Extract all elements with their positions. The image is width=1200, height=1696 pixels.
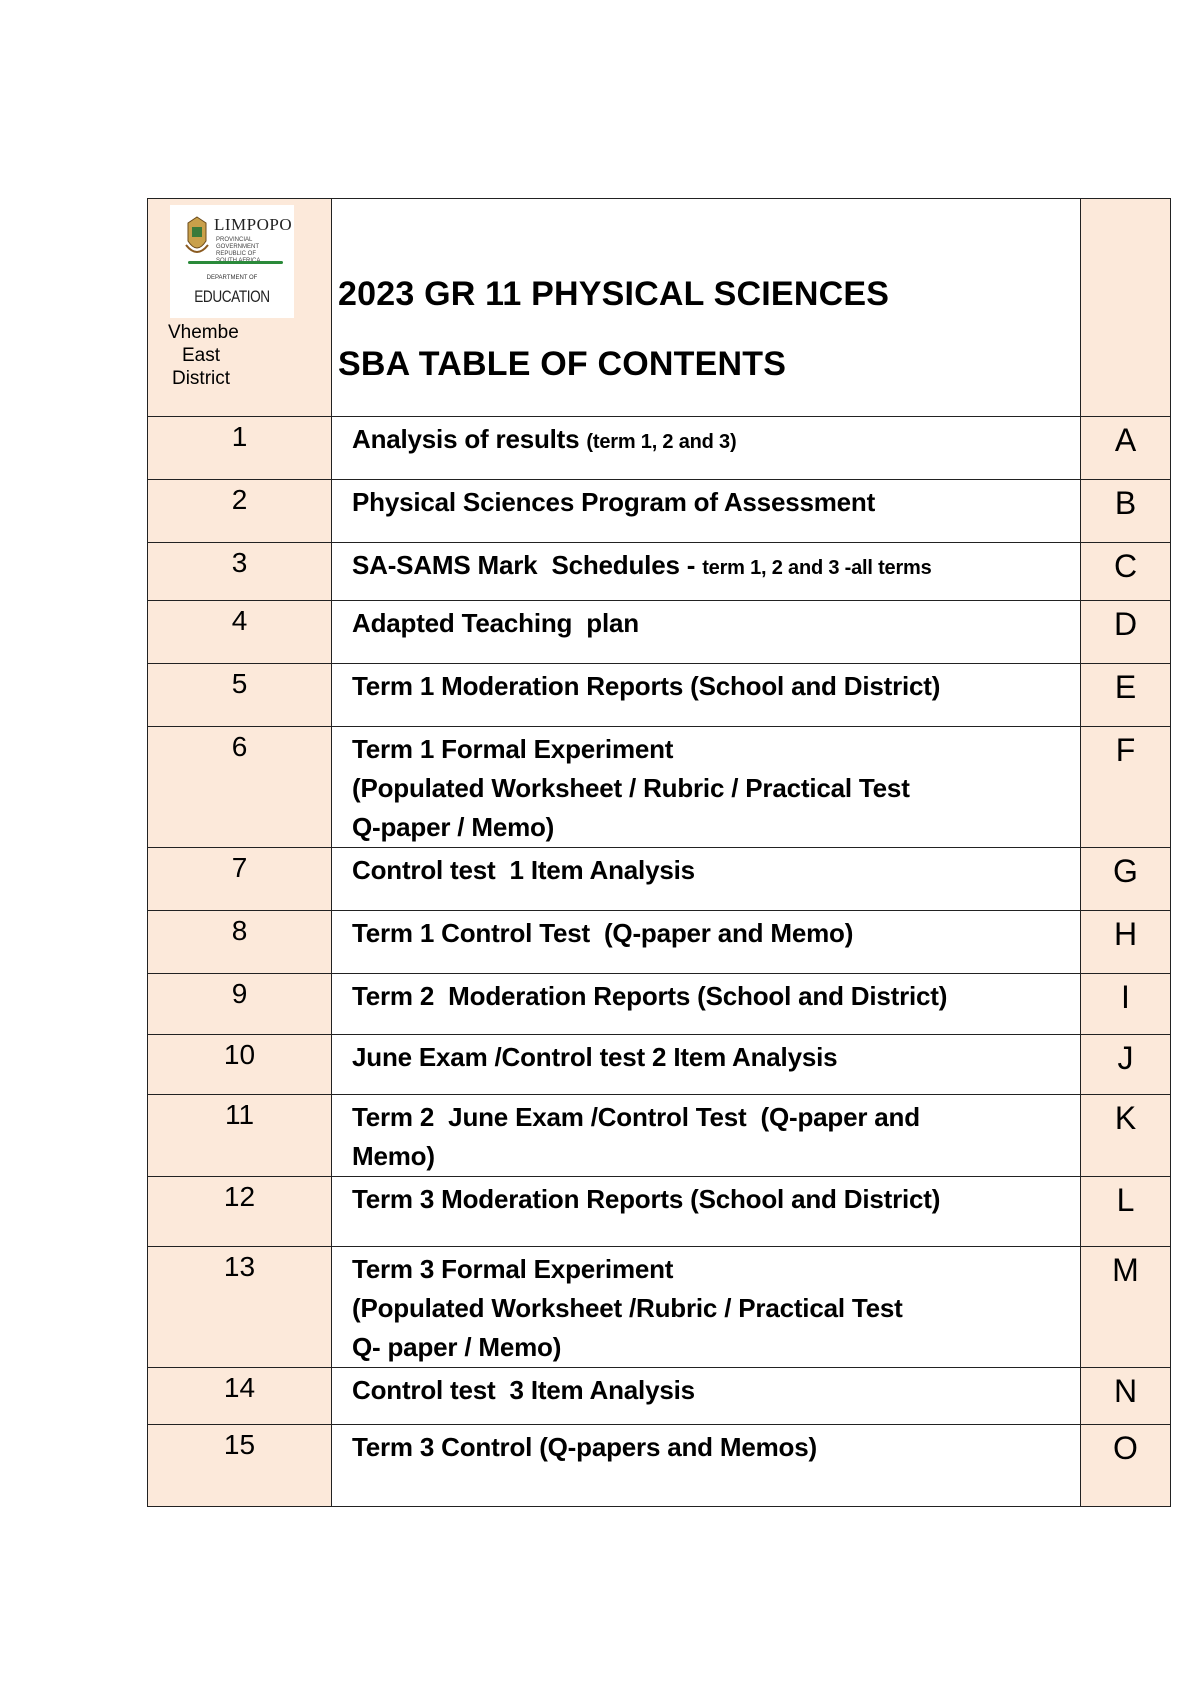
item-description: [332, 1035, 1081, 1095]
section-letter: A: [1081, 417, 1171, 480]
logo-subtitle: PROVINCIAL GOVERNMENT REPUBLIC OF: [216, 237, 259, 257]
toc-row: [148, 911, 1171, 974]
logo-name: LIMPOPO: [214, 215, 293, 234]
header-row: [148, 199, 1171, 417]
district-line: District: [171, 368, 231, 389]
item-number: 12: [148, 1177, 332, 1247]
description-line: [352, 1328, 1072, 1367]
description-line: [352, 1098, 1072, 1137]
description-line: [352, 420, 1072, 462]
section-letter: C: [1081, 543, 1171, 601]
item-description: [332, 417, 1081, 480]
description-line: [352, 851, 1072, 890]
description-text: Term 3 Formal Experiment: [352, 1254, 674, 1284]
item-description: [332, 911, 1081, 974]
item-number: 7: [148, 848, 332, 911]
description-text: Term 1 Control Test (Q-paper and Memo): [352, 918, 854, 948]
item-description: [332, 1368, 1081, 1425]
description-text: Term 2 June Exam /Control Test (Q-paper and: [352, 1102, 920, 1132]
section-letter: E: [1081, 664, 1171, 727]
section-letter: B: [1081, 480, 1171, 543]
toc-row: [148, 601, 1171, 664]
item-number: 8: [148, 911, 332, 974]
section-letter: O: [1081, 1425, 1171, 1507]
item-description: [332, 1095, 1081, 1177]
title-line: SBA TABLE OF CONTENTS: [338, 345, 787, 383]
section-letter: N: [1081, 1368, 1171, 1425]
description-line: [352, 769, 1072, 808]
toc-row: [148, 1425, 1171, 1507]
description-text: Analysis of results: [352, 424, 587, 454]
item-number: 3: [148, 543, 332, 601]
description-text: SA-SAMS Mark Schedules -: [352, 550, 703, 580]
description-line: [352, 1289, 1072, 1328]
description-line: [352, 1250, 1072, 1289]
item-description: [332, 1177, 1081, 1247]
coat-of-arms-icon: [184, 215, 210, 259]
header-letter-cell: [1081, 199, 1171, 417]
item-description: [332, 974, 1081, 1035]
toc-row: [148, 1035, 1171, 1095]
item-number: 1: [148, 417, 332, 480]
description-text: Q-paper / Memo): [352, 812, 555, 842]
section-letter: M: [1081, 1247, 1171, 1368]
item-description: [332, 601, 1081, 664]
item-number: 10: [148, 1035, 332, 1095]
description-text: Physical Sciences Program of Assessment: [352, 487, 876, 517]
item-number: 14: [148, 1368, 332, 1425]
description-line: [352, 1180, 1072, 1219]
section-letter: I: [1081, 974, 1171, 1035]
description-line: [352, 667, 1072, 706]
item-number: 15: [148, 1425, 332, 1507]
toc-row: [148, 1177, 1171, 1247]
description-line: [352, 483, 1072, 522]
toc-row: [148, 727, 1171, 848]
toc-row: [148, 1247, 1171, 1368]
item-number: 5: [148, 664, 332, 727]
section-letter: G: [1081, 848, 1171, 911]
description-line: [352, 914, 1072, 953]
toc-row: [148, 974, 1171, 1035]
description-text: Q- paper / Memo): [352, 1332, 562, 1362]
description-note: term 1, 2 and 3 -all terms: [702, 557, 932, 579]
description-line: [352, 1428, 1072, 1467]
description-text: Memo): [352, 1141, 435, 1171]
description-line: [352, 1137, 1072, 1176]
item-description: [332, 1247, 1081, 1368]
limpopo-education-logo: [170, 205, 294, 318]
description-text: June Exam /Control test 2 Item Analysis: [352, 1042, 838, 1072]
item-number: 9: [148, 974, 332, 1035]
district-line: East: [181, 345, 221, 366]
description-line: [352, 730, 1072, 769]
title-line: 2023 GR 11 PHYSICAL SCIENCES: [338, 275, 890, 313]
logo-cell: [148, 199, 332, 417]
description-text: Control test 1 Item Analysis: [352, 855, 695, 885]
toc-row: [148, 543, 1171, 601]
item-description: [332, 664, 1081, 727]
description-text: Term 1 Moderation Reports (School and District): [352, 671, 941, 701]
item-number: 11: [148, 1095, 332, 1177]
item-number: 4: [148, 601, 332, 664]
description-text: Term 1 Formal Experiment: [352, 734, 674, 764]
section-letter: K: [1081, 1095, 1171, 1177]
logo-department-label: DEPARTMENT OF: [206, 275, 258, 281]
description-line: [352, 1038, 1072, 1077]
toc-row: [148, 848, 1171, 911]
description-text: Adapted Teaching plan: [352, 608, 639, 638]
item-description: [332, 848, 1081, 911]
item-number: 13: [148, 1247, 332, 1368]
description-line: [352, 546, 1072, 588]
description-text: Term 3 Moderation Reports (School and District): [352, 1184, 941, 1214]
title-cell: [332, 199, 1081, 417]
section-letter: D: [1081, 601, 1171, 664]
description-text: Control test 3 Item Analysis: [352, 1375, 695, 1405]
section-letter: H: [1081, 911, 1171, 974]
description-text: Term 2 Moderation Reports (School and District): [352, 981, 948, 1011]
item-description: [332, 1425, 1081, 1507]
logo-green-bar: [188, 261, 283, 264]
item-description: [332, 543, 1081, 601]
description-text: (Populated Worksheet /Rubric / Practical Test: [352, 1293, 903, 1323]
description-line: [352, 808, 1072, 847]
page-title: [332, 199, 1080, 399]
toc-row: [148, 417, 1171, 480]
toc-row: [148, 664, 1171, 727]
district-name: [168, 321, 239, 390]
section-letter: F: [1081, 727, 1171, 848]
item-number: 2: [148, 480, 332, 543]
toc-table: [147, 198, 1171, 1507]
item-number: 6: [148, 727, 332, 848]
section-letter: L: [1081, 1177, 1171, 1247]
description-line: [352, 977, 1072, 1016]
description-line: [352, 1371, 1072, 1410]
section-letter: J: [1081, 1035, 1171, 1095]
logo-department: EDUCATION: [194, 287, 270, 306]
item-description: [332, 727, 1081, 848]
toc-row: [148, 480, 1171, 543]
description-note: (term 1, 2 and 3): [586, 431, 737, 453]
description-text: (Populated Worksheet / Rubric / Practical Test: [352, 773, 910, 803]
district-line: Vhembe: [168, 322, 239, 343]
item-description: [332, 480, 1081, 543]
description-text: Term 3 Control (Q-papers and Memos): [352, 1432, 817, 1462]
toc-row: [148, 1095, 1171, 1177]
description-line: [352, 604, 1072, 643]
toc-row: [148, 1368, 1171, 1425]
